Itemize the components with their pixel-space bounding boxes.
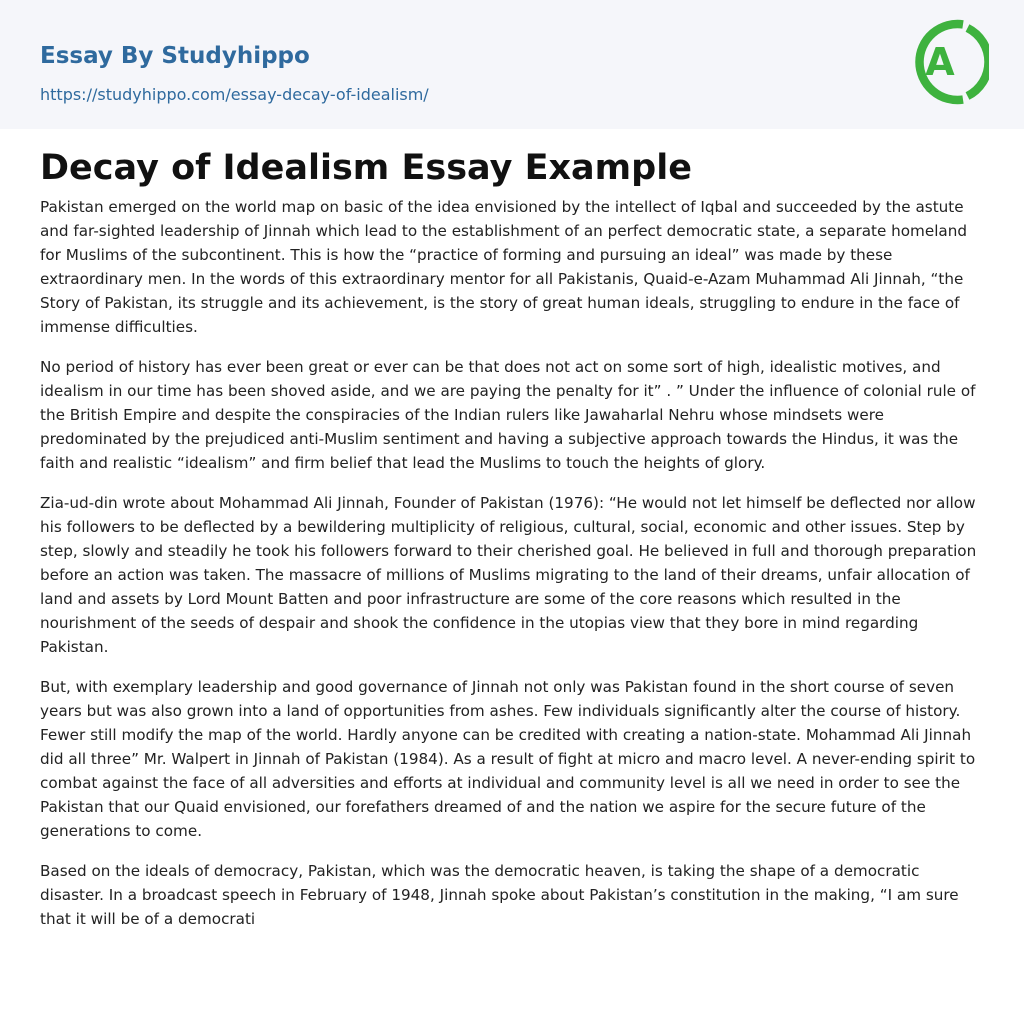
logo-ring-right (968, 28, 989, 96)
essay-content (40, 143, 986, 947)
page-title: Decay of Idealism Essay Example (40, 148, 692, 188)
logo-letter: A (925, 40, 955, 84)
studyhippo-logo-icon[interactable] (909, 18, 989, 106)
site-title[interactable]: Essay By Studyhippo (40, 43, 310, 69)
essay-paragraph-1: Pakistan emerged on the world map on basic of the idea envisioned by the intellect of Iqbal and succeeded by the astute and far-sighted leadership of Jinnah which lead to the establishment of an perfect democratic state, a separate homeland for Muslims of the subcontinent. This is how the “practice of forming and pursuing an ideal” was made by these extraordinary men. In the words of this extraordinary mentor for all Pakistanis, Quaid-e-Azam Muhammad Ali Jinnah, “the Story of Pakistan, its struggle and its achievement, is the story of great human ideals, struggling to endure in the face of immense difficulties. (40, 198, 967, 336)
essay-paragraph-4: But, with exemplary leadership and good governance of Jinnah not only was Pakistan found in the short course of seven years but was also grown into a land of opportunities from ashes. Few individuals significantly alter the course of history. Fewer still modify the map of the world. Hardly anyone can be credited with creating a nation-state. Mohammad Ali Jinnah did all three” Mr. Walpert in Jinnah of Pakistan (1984). As a result of fight at micro and macro level. A never-ending spirit to combat against the face of all adversities and efforts at individual and community level is all we need in order to see the Pakistan that our Quaid envisioned, our forefathers dreamed of and the nation we aspire for the secure future of the generations to come. (40, 678, 976, 840)
essay-paragraph-5: Based on the ideals of democracy, Pakistan, which was the democratic heaven, is taking the shape of a democratic disaster. In a broadcast speech in February of 1948, Jinnah spoke about Pakistan’s constitution in the making, “I am sure that it will be of a democrati (40, 862, 959, 928)
essay-paragraph-3: Zia-ud-din wrote about Mohammad Ali Jinnah, Founder of Pakistan (1976): “He would not let himself be deflected nor allow his followers to be deflected by a bewildering multiplicity of religious, cultural, social, economic and other issues. Step by step, slowly and steadily he took his followers forward to their cherished goal. He believed in full and thorough preparation before an action was taken. The massacre of millions of Muslims migrating to the land of their dreams, unfair allocation of land and assets by Lord Mount Batten and poor infrastructure are some of the core reasons which resulted in the nourishment of the seeds of despair and shook the confidence in the utopias view that they bore in mind regarding Pakistan. (40, 494, 977, 656)
essay-paragraph-2: No period of history has ever been great or ever can be that does not act on some sort of high, idealistic motives, and idealism in our time has been shoved aside, and we are paying the penalty for it” . ” Under the influence of colonial rule of the British Empire and despite the conspiracies of the Indian rulers like Jawaharlal Nehru whose mindsets were predominated by the prejudiced anti-Muslim sentiment and having a subjective approach towards the Hindus, it was the faith and realistic “idealism” and firm belief that lead the Muslims to touch the heights of glory. (40, 358, 976, 472)
site-header (0, 0, 1024, 129)
essay-url-link[interactable]: https://studyhippo.com/essay-decay-of-idealism/ (40, 85, 429, 104)
